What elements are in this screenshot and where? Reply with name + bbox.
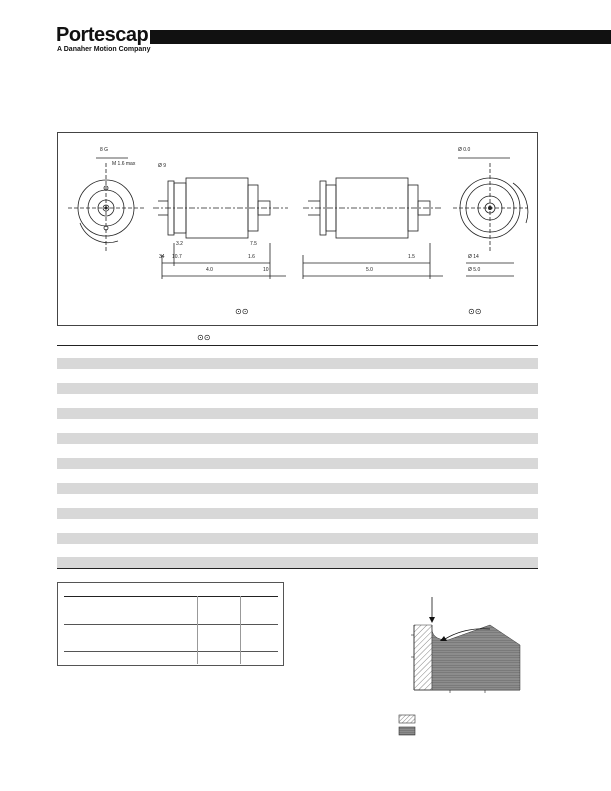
legend-hatched-swatch	[399, 715, 415, 723]
hatched-area	[414, 625, 432, 690]
dim-label: 1.6	[248, 254, 255, 260]
small-table-header-rule	[64, 596, 278, 597]
table-top-rule	[57, 345, 538, 346]
dim-label: Ø 9	[158, 163, 167, 169]
dim-label: Ø 14	[468, 254, 479, 260]
header-bar	[150, 30, 611, 44]
dim-label: Ø 0.0	[458, 147, 471, 153]
table-row	[57, 433, 538, 444]
dim-label: M 1.6 max	[112, 161, 136, 167]
table-row	[57, 533, 538, 544]
dim-label: 34	[159, 254, 165, 260]
small-table-box	[57, 582, 284, 666]
table-bottom-rule	[57, 568, 538, 569]
small-table-col-divider	[240, 596, 241, 664]
graph-legend	[398, 714, 418, 738]
small-table-col-divider	[197, 596, 198, 664]
table-symbol: ⊙⊙	[197, 333, 211, 342]
table-row	[57, 358, 538, 369]
dim-label: 7.5	[250, 241, 257, 247]
dim-label: 10.7	[172, 254, 182, 260]
table-row	[57, 458, 538, 469]
dim-label: 4.0	[206, 267, 213, 273]
table-row	[57, 483, 538, 494]
legend-gray-swatch	[399, 727, 415, 735]
drawing-frame	[57, 132, 538, 326]
dim-label: 5.0	[366, 267, 373, 273]
small-table-row-rule	[64, 651, 278, 652]
view-symbol: ⊙⊙	[235, 307, 249, 316]
dim-label: 10	[263, 267, 269, 273]
dim-label: 1.5	[408, 254, 415, 260]
table-row	[57, 383, 538, 394]
dim-label: 3.2	[176, 241, 183, 247]
table-row	[57, 508, 538, 519]
gray-area	[432, 625, 520, 690]
dim-label: 8 G	[100, 147, 109, 153]
table-row	[57, 408, 538, 419]
dim-label: Ø 5.0	[468, 267, 481, 273]
table-row	[57, 557, 538, 568]
small-table-row-rule	[64, 624, 278, 625]
view-symbol: ⊙⊙	[468, 307, 482, 316]
operating-range-graph	[400, 595, 540, 695]
brand-tagline: A Danaher Motion Company	[57, 46, 151, 53]
brand-logo: Portescap	[56, 24, 149, 46]
